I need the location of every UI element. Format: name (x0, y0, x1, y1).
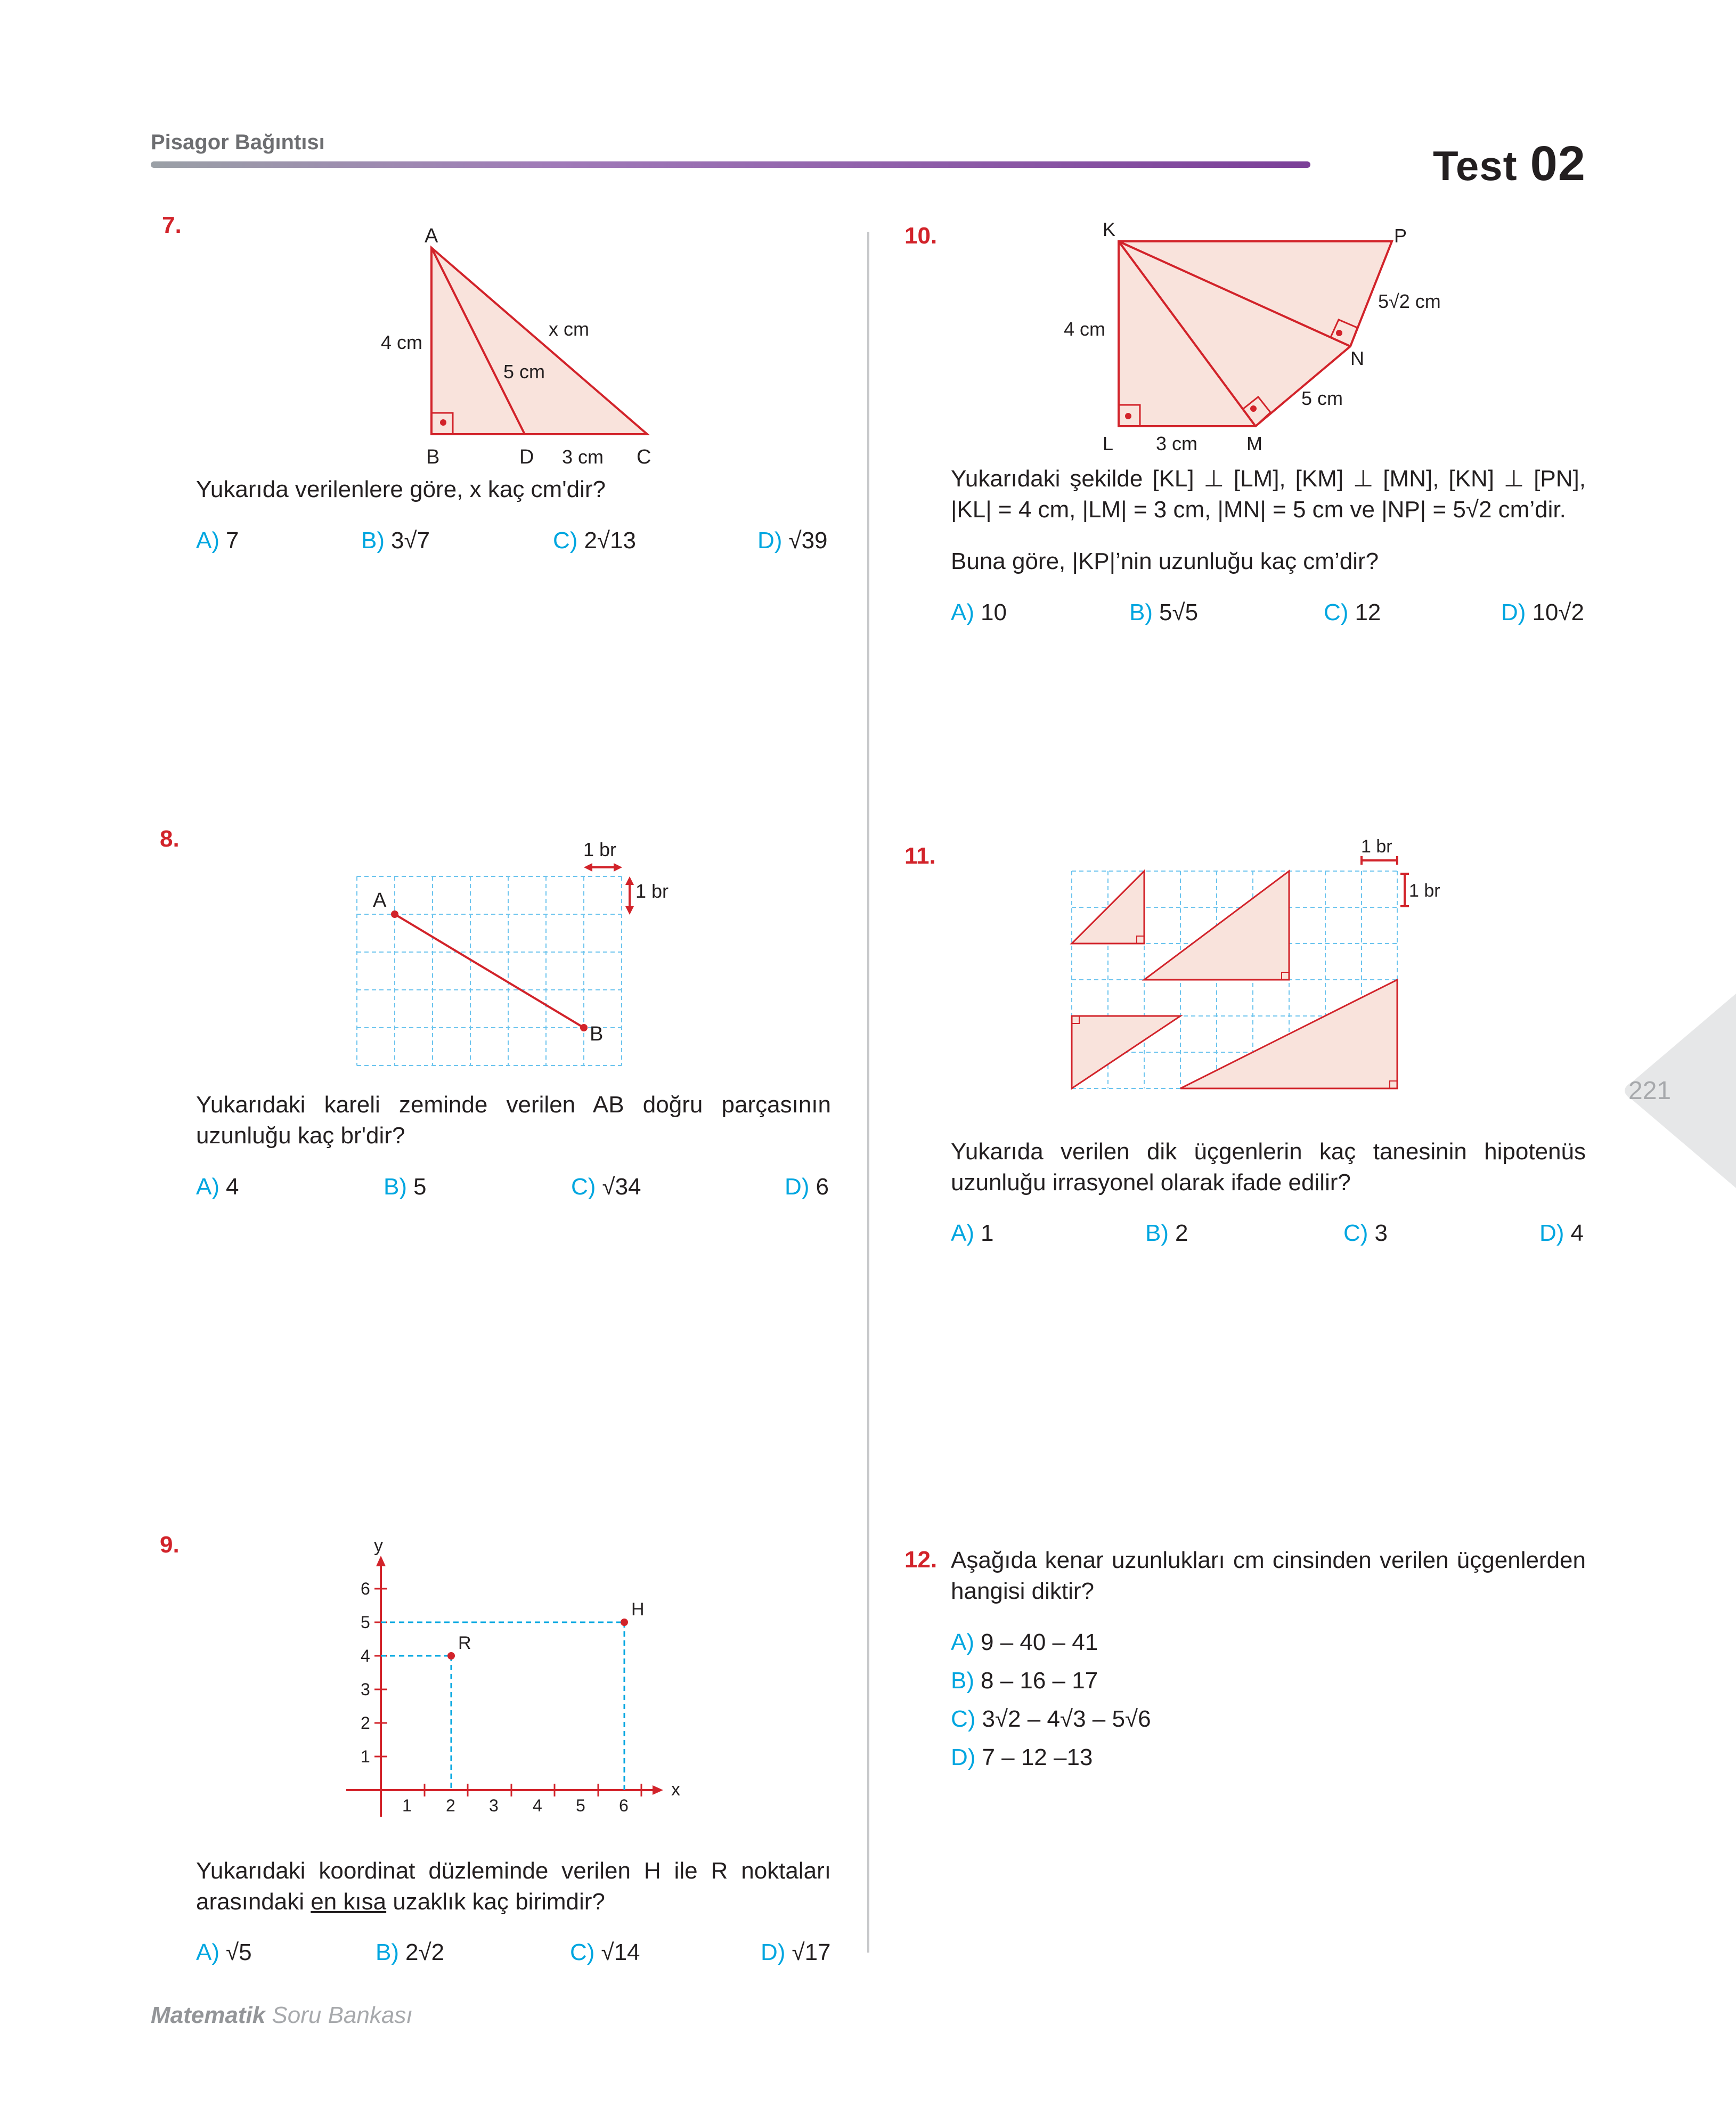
option-b[interactable] (1145, 1220, 1188, 1247)
option-value: √34 (602, 1174, 641, 1200)
footer-book-title (151, 2002, 413, 2029)
y-tick: 1 (361, 1747, 370, 1766)
option-value: 8 – 16 – 17 (981, 1668, 1098, 1694)
option-value: 7 – 12 –13 (982, 1744, 1093, 1770)
option-c[interactable] (553, 527, 636, 554)
option-letter: D) (757, 527, 783, 554)
x-axis-label: x (671, 1779, 680, 1800)
option-value: 6 (816, 1174, 829, 1200)
vertex-n-label: N (1350, 347, 1364, 369)
option-d[interactable] (785, 1174, 829, 1200)
right-triangles-grid-figure (1065, 834, 1465, 1100)
option-d[interactable] (1539, 1220, 1584, 1247)
option-letter: C) (1343, 1220, 1368, 1246)
option-value: 2√2 (405, 1939, 445, 1965)
option-letter: B) (1129, 599, 1153, 625)
option-value: 10 (981, 599, 1007, 625)
vertex-l-label: L (1103, 433, 1114, 454)
option-a[interactable] (196, 1939, 252, 1966)
question-number: 7. (162, 212, 182, 238)
option-letter: A) (196, 1174, 219, 1200)
side-np-label: 5√2 cm (1378, 290, 1441, 312)
option-a[interactable] (951, 599, 1007, 626)
question-number: 9. (160, 1532, 180, 1558)
option-letter: D) (1539, 1220, 1564, 1246)
option-b[interactable] (376, 1939, 444, 1966)
side-ac-label: x cm (549, 318, 589, 340)
x-tick: 3 (489, 1796, 499, 1815)
x-tick: 2 (446, 1796, 455, 1815)
question-text-part: Yukarıdaki koordinat düzleminde verilen H ile R noktaları arasındaki (196, 1858, 831, 1915)
unit-horizontal-label: 1 br (583, 839, 617, 860)
section-title: Pisagor Bağıntısı (151, 131, 325, 154)
test-label (1433, 136, 1586, 192)
emphasis-text: en kısa (311, 1889, 387, 1915)
option-b[interactable] (361, 527, 430, 554)
y-tick: 4 (361, 1646, 370, 1665)
option-letter: C) (571, 1174, 596, 1200)
question-text-part: uzaklık kaç birimdir? (386, 1889, 605, 1915)
option-d[interactable] (951, 1744, 1093, 1771)
triangle-figure (373, 221, 671, 466)
option-letter: A) (196, 1939, 219, 1965)
option-letter: D) (785, 1174, 810, 1200)
vertex-p-label: P (1394, 225, 1407, 247)
option-d[interactable] (761, 1939, 831, 1966)
coordinate-plane-figure (341, 1534, 692, 1833)
side-kl-label: 4 cm (1064, 318, 1106, 340)
test-word: Test (1433, 142, 1518, 189)
y-axis-label: y (374, 1535, 383, 1556)
y-tick: 5 (361, 1613, 370, 1632)
option-letter: A) (951, 1220, 974, 1246)
option-c[interactable] (1324, 599, 1381, 626)
polygon-figure (1055, 216, 1481, 456)
side-mn-label: 5 cm (1301, 387, 1343, 409)
option-value: 5 (413, 1174, 427, 1200)
option-d[interactable] (1501, 599, 1584, 626)
option-letter: C) (1324, 599, 1349, 625)
option-a[interactable] (196, 527, 239, 554)
vertex-b-label: B (426, 446, 440, 466)
question-number: 10. (904, 223, 938, 249)
option-letter: B) (384, 1174, 407, 1200)
question-text: Aşağıda kenar uzunlukları cm cinsinden verilen üçgenlerden hangisi diktir? (951, 1547, 1586, 1604)
option-value: 4 (226, 1174, 239, 1200)
option-value: 1 (981, 1220, 994, 1246)
option-c[interactable] (951, 1706, 1151, 1733)
option-c[interactable] (570, 1939, 640, 1966)
option-d[interactable] (757, 527, 828, 554)
option-letter: B) (951, 1668, 974, 1694)
question-number: 8. (160, 826, 180, 852)
x-tick: 5 (576, 1796, 585, 1815)
question-text (196, 1856, 831, 1917)
question-prompt: Buna göre, |KP|’nin uzunluğu kaç cm’dir? (951, 548, 1379, 574)
option-letter: A) (951, 599, 974, 625)
option-value: 2 (1175, 1220, 1188, 1246)
side-ab-label: 4 cm (381, 331, 423, 353)
page-number: 221 (1628, 1077, 1672, 1105)
point-b-label: B (590, 1023, 604, 1045)
question-text: Yukarıdaki kareli zeminde verilen AB doğru parçasının uzunluğu kaç br'dir? (196, 1092, 831, 1149)
option-value: √39 (788, 527, 828, 554)
vertex-d-label: D (519, 446, 534, 466)
question-text: Yukarıdaki şekilde [KL] ⊥ [LM], [KM] ⊥ [MN], [KN] ⊥ [PN], |KL| = 4 cm, |LM| = 3 cm, |MN| = 5 cm ve |NP| = 5√2 cm’dir. (951, 466, 1586, 523)
option-value: 5√5 (1159, 599, 1199, 625)
column-divider (867, 232, 869, 1953)
vertex-a-label: A (425, 225, 438, 247)
option-value: √14 (601, 1939, 640, 1965)
option-value: √17 (792, 1939, 831, 1965)
option-b[interactable] (384, 1174, 426, 1200)
x-tick: 4 (533, 1796, 542, 1815)
question-text: Yukarıda verilenlere göre, x kaç cm'dir? (196, 476, 606, 502)
y-tick: 2 (361, 1713, 370, 1733)
option-c[interactable] (571, 1174, 641, 1200)
option-a[interactable] (951, 1220, 993, 1247)
header-divider (151, 161, 1310, 168)
unit-vertical-label: 1 br (635, 880, 669, 902)
option-value: 7 (226, 527, 239, 554)
side-ad-label: 5 cm (503, 361, 545, 383)
point-a-label: A (373, 889, 387, 912)
option-value: 10√2 (1532, 599, 1584, 625)
vertex-c-label: C (637, 446, 651, 466)
x-tick: 6 (619, 1796, 629, 1815)
option-letter: B) (1145, 1220, 1169, 1246)
x-tick: 1 (402, 1796, 412, 1815)
question-number: 12. (904, 1547, 938, 1573)
point-h-label: H (631, 1599, 645, 1620)
y-tick: 6 (361, 1579, 370, 1598)
option-letter: A) (951, 1629, 974, 1655)
option-letter: D) (951, 1744, 976, 1770)
option-value: √5 (226, 1939, 252, 1965)
option-value: 9 – 40 – 41 (981, 1629, 1098, 1655)
option-letter: C) (570, 1939, 595, 1965)
footer-subject: Matematik (151, 2002, 266, 2028)
unit-horizontal-label: 1 br (1361, 836, 1392, 857)
test-number: 02 (1530, 136, 1586, 191)
option-letter: C) (553, 527, 578, 554)
option-letter: B) (361, 527, 385, 554)
option-c[interactable] (1343, 1220, 1388, 1247)
option-value: 2√13 (584, 527, 636, 554)
question-number: 11. (904, 843, 936, 869)
option-a[interactable] (951, 1629, 1098, 1656)
unit-vertical-label: 1 br (1409, 881, 1440, 901)
option-value: 4 (1570, 1220, 1584, 1246)
option-value: 3 (1374, 1220, 1388, 1246)
point-r-label: R (458, 1633, 471, 1653)
option-letter: D) (1501, 599, 1526, 625)
footer-rest: Soru Bankası (265, 2002, 413, 2028)
vertex-k-label: K (1103, 218, 1116, 240)
side-dc-label: 3 cm (562, 446, 604, 466)
option-value: 12 (1355, 599, 1381, 625)
option-letter: B) (376, 1939, 399, 1965)
option-letter: D) (761, 1939, 786, 1965)
option-b[interactable] (1129, 599, 1198, 626)
y-tick: 3 (361, 1680, 370, 1699)
option-letter: A) (196, 527, 219, 554)
option-value: 3√2 – 4√3 – 5√6 (982, 1706, 1151, 1732)
option-value: 3√7 (391, 527, 430, 554)
grid-segment-figure (352, 834, 682, 1079)
question-text: Yukarıda verilen dik üçgenlerin kaç tanesinin hipotenüs uzunluğu irrasyonel olarak ifade edilir? (951, 1139, 1586, 1196)
side-lm-label: 3 cm (1156, 433, 1198, 454)
option-b[interactable] (951, 1668, 1098, 1694)
vertex-m-label: M (1246, 433, 1262, 454)
option-letter: C) (951, 1706, 976, 1732)
option-a[interactable] (196, 1174, 239, 1200)
